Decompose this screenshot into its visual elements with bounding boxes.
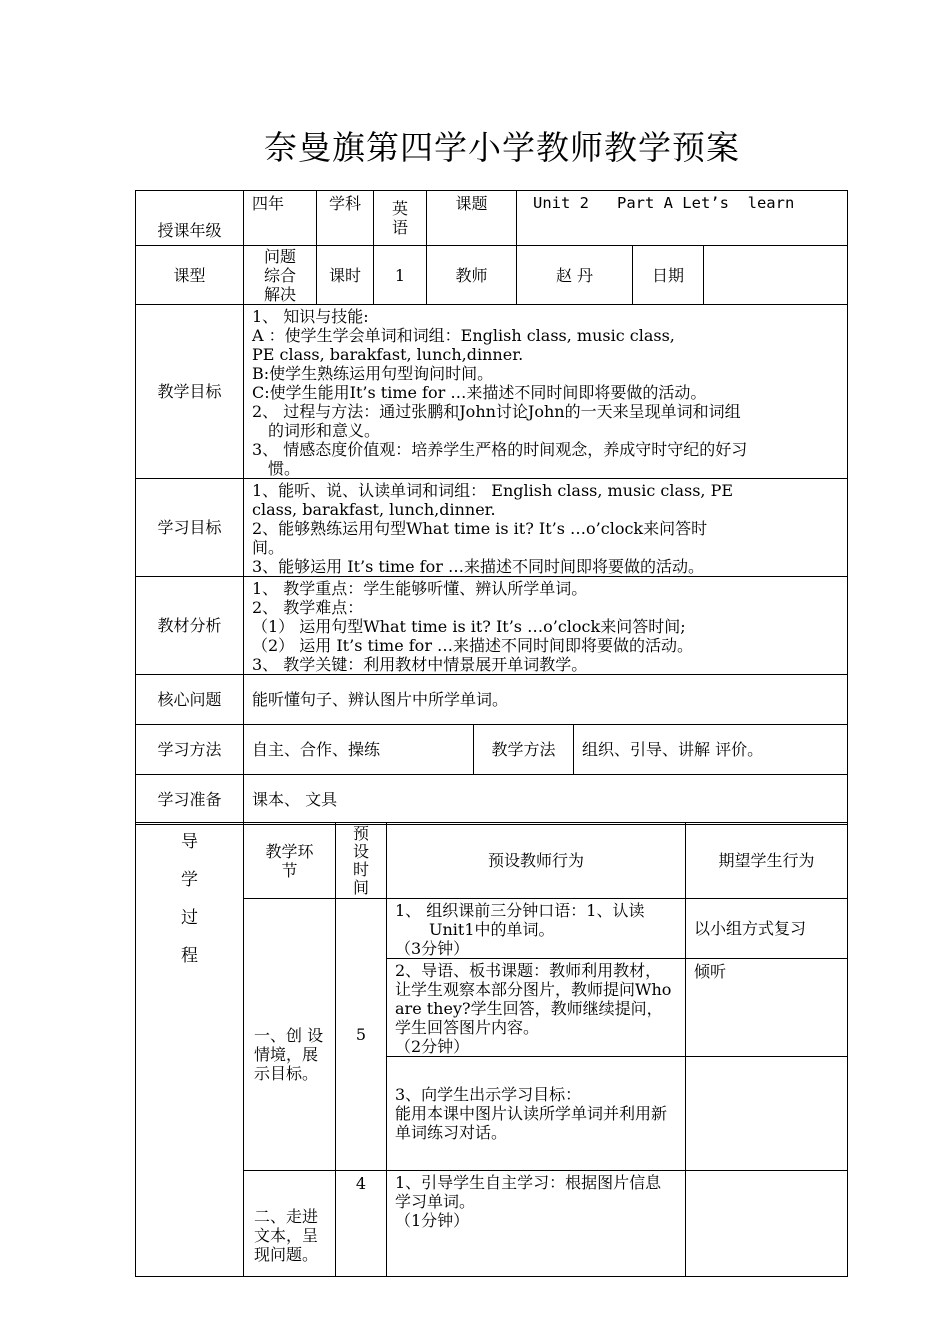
teaching-goals-line: B:使学生熟练运用句型询问时间。 xyxy=(252,364,494,383)
material-analysis-line: （1） 运用句型What time is it? It’s …o’clock来问答时间; xyxy=(252,617,686,636)
teaching-goals-line: PE class, barakfast, lunch,dinner. xyxy=(252,345,524,364)
stage-1-step-2-student: 倾听 xyxy=(686,959,848,1057)
stage-1-step-2 xyxy=(387,959,686,1057)
teacher-label: 教师 xyxy=(427,246,517,305)
info-row-1 xyxy=(135,190,848,246)
step-line: 能用本课中图片认读所学单词并利用新单词练习对话。 xyxy=(395,1104,668,1142)
page-title: 奈曼旗第四学小学教师教学预案 xyxy=(264,128,740,167)
teaching-goals-line: 的词形和意义。 xyxy=(268,421,381,440)
teaching-goals-line: 1、 知识与技能: xyxy=(252,307,369,326)
stage-1-time: 5 xyxy=(336,899,387,1171)
process-label-char: 程 xyxy=(181,946,198,966)
stage-1-step-3 xyxy=(387,1057,686,1171)
teaching-goals-label: 教学目标 xyxy=(136,305,244,479)
teach-method-text: 组织、引导、讲解 评价。 xyxy=(574,725,848,775)
step-line: （2分钟） xyxy=(395,1037,470,1056)
process-label-char: 学 xyxy=(181,870,198,890)
topic-value: Unit 2 Part A Let’s learn xyxy=(517,191,848,246)
material-analysis-label: 教材分析 xyxy=(136,577,244,675)
learn-method-text: 自主、合作、操练 xyxy=(244,725,474,775)
learning-goals-line: 1、能听、说、认读单词和词组： English class, music class, PE xyxy=(252,481,734,500)
type-label: 课型 xyxy=(136,246,244,305)
step-line: 2、导语、板书课题：教师利用教材，让学生观察本部分图片，教师提问Who are they?学生回答，教师继续提问，学生回答图片内容。 xyxy=(395,961,672,1037)
stage-2-step-1-student xyxy=(686,1171,848,1277)
step-line: （1分钟） xyxy=(395,1211,470,1230)
learning-goals-label: 学习目标 xyxy=(136,479,244,577)
step-line: 1、引导学生自主学习：根据图片信息学习单词。 xyxy=(395,1173,662,1211)
process-table xyxy=(135,822,848,1277)
stage-1-step-3-student xyxy=(686,1057,848,1171)
process-label-char: 过 xyxy=(181,908,198,928)
learning-goals-line: class, barakfast, lunch,dinner. xyxy=(252,500,496,519)
teaching-goals-line: C:使学生能用It’s time for …来描述不同时间即将要做的活动。 xyxy=(252,383,707,402)
teacher-value: 赵 丹 xyxy=(517,246,633,305)
type-value: 问题综合解决 xyxy=(244,246,317,305)
hours-label: 课时 xyxy=(317,246,374,305)
material-analysis-text xyxy=(244,577,848,675)
hours-value: 1 xyxy=(374,246,427,305)
stage-1-step-1-student: 以小组方式复习 xyxy=(686,899,848,959)
stage-2-name: 二、走进文本，呈现问题。 xyxy=(244,1171,336,1277)
learning-goals-line: 间。 xyxy=(252,538,285,557)
student-behavior-header: 期望学生行为 xyxy=(686,823,848,899)
learning-goals-text xyxy=(244,479,848,577)
preparation-text: 课本、 文具 xyxy=(244,775,848,825)
step-line: Unit1中的单词。 xyxy=(429,920,555,939)
core-question-text: 能听懂句子、辨认图片中所学单词。 xyxy=(244,675,848,725)
stage-1-name: 一、创 设 情境，展示目标。 xyxy=(244,899,336,1171)
teach-method-label: 教学方法 xyxy=(474,725,574,775)
subject-value: 英语 xyxy=(374,191,427,246)
date-value xyxy=(704,246,848,305)
learning-goals-line: 3、能够运用 It’s time for …来描述不同时间即将要做的活动。 xyxy=(252,557,704,576)
stage-2-step-1 xyxy=(387,1171,686,1277)
teaching-goals-text xyxy=(244,305,848,479)
grade-label: 授课年级 xyxy=(136,191,244,246)
grade-value: 四年 xyxy=(244,191,317,246)
process-label xyxy=(136,823,244,1277)
stage-1-step-1 xyxy=(387,899,686,959)
goals-table xyxy=(135,304,848,825)
teaching-goals-line: 惯。 xyxy=(268,459,301,478)
time-header: 预设时间 xyxy=(336,823,387,899)
teacher-behavior-header: 预设教师行为 xyxy=(387,823,686,899)
stage-header: 教学环节 xyxy=(244,823,336,899)
lesson-plan-sheet xyxy=(135,190,847,1272)
step-line: 1、 组织课前三分钟口语：1、认读 xyxy=(395,901,645,920)
material-analysis-line: （2） 运用 It’s time for …来描述不同时间即将要做的活动。 xyxy=(252,636,694,655)
info-row-2 xyxy=(135,245,848,305)
step-line: 3、向学生出示学习目标： xyxy=(395,1085,582,1104)
teaching-goals-line: 2、 过程与方法：通过张鹏和John讨论John的一天来呈现单词和词组 xyxy=(252,402,741,421)
material-analysis-line: 1、 教学重点：学生能够听懂、辨认所学单词。 xyxy=(252,579,588,598)
teaching-goals-line: A ：使学生学会单词和词组：English class, music class, xyxy=(252,326,675,345)
step-line: （3分钟） xyxy=(395,939,470,958)
material-analysis-line: 2、 教学难点： xyxy=(252,598,364,617)
preparation-label: 学习准备 xyxy=(136,775,244,825)
material-analysis-line: 3、 教学关键：利用教材中情景展开单词教学。 xyxy=(252,655,588,674)
core-question-label: 核心问题 xyxy=(136,675,244,725)
learn-method-label: 学习方法 xyxy=(136,725,244,775)
topic-label: 课题 xyxy=(427,191,517,246)
process-label-char: 导 xyxy=(181,832,198,852)
date-label: 日期 xyxy=(633,246,704,305)
subject-label: 学科 xyxy=(317,191,374,246)
learning-goals-line: 2、能够熟练运用句型What time is it? It’s …o’clock来问答时 xyxy=(252,519,708,538)
teaching-goals-line: 3、 情感态度价值观：培养学生严格的时间观念，养成守时守纪的好习 xyxy=(252,440,748,459)
stage-2-time: 4 xyxy=(336,1171,387,1277)
